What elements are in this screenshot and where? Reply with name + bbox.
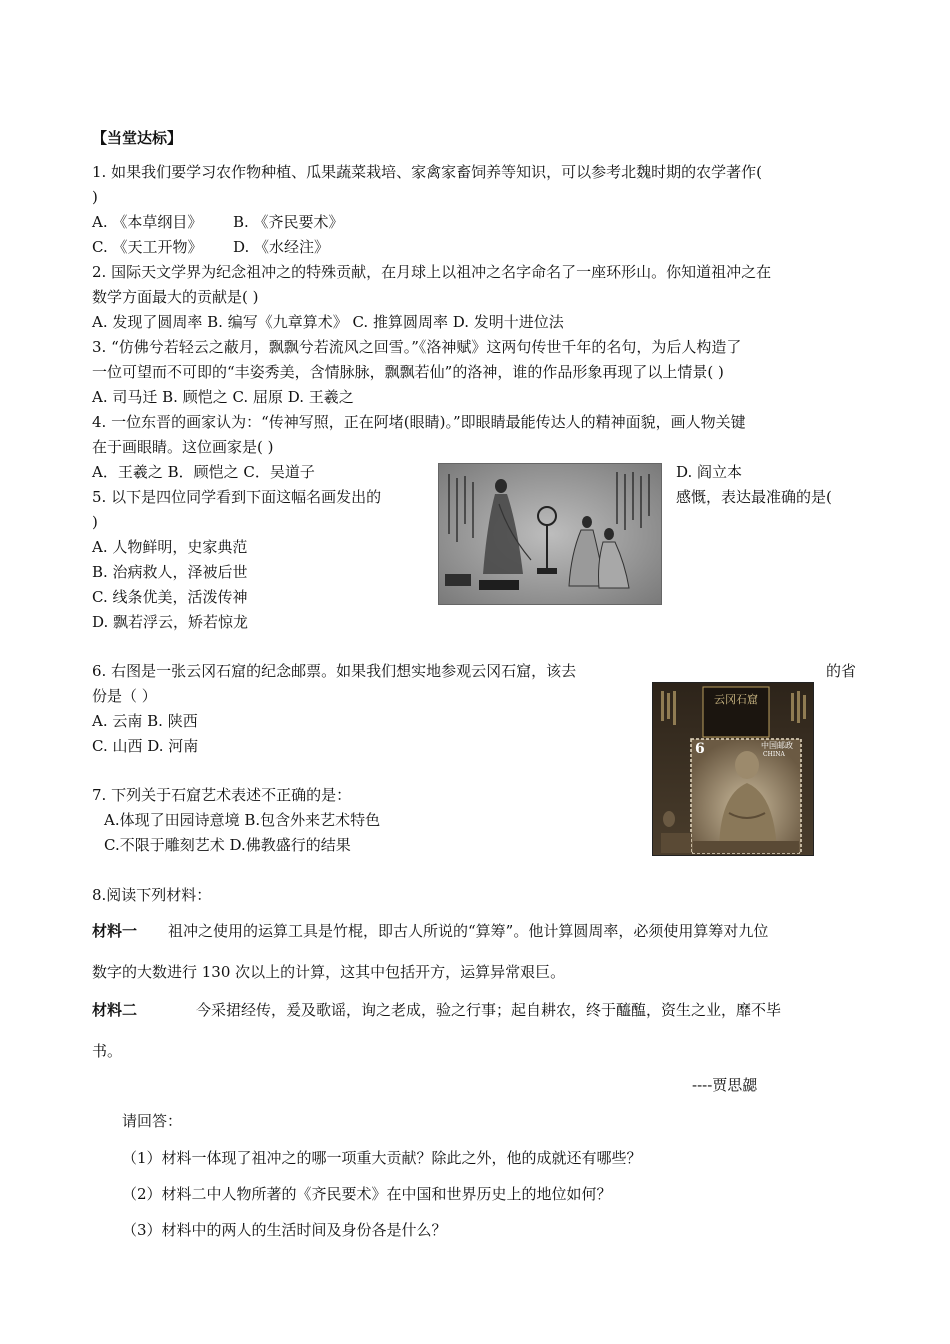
q5-option-d: D. 飘若浮云，矫若惊龙 [92, 613, 249, 631]
q2-stem-line1: 2. 国际天文学界为纪念祖冲之的特殊贡献，在月球上以祖冲之名字命名了一座环形山。你知道祖冲之在 [92, 263, 772, 281]
sub-question-2: （2）材料二中人物所著的《齐民要术》在中国和世界历史上的地位如何？ [122, 1185, 612, 1203]
material-one-line2: 数字的大数进行 130 次以上的计算，这其中包括开方，运算异常艰巨。 [92, 963, 566, 981]
q1-stem-line2: ) [92, 188, 98, 206]
q1-option-c: C. 《天工开物》 [92, 238, 203, 256]
q5-stem-line1: 5. 以下是四位同学看到下面这幅名画发出的 [92, 488, 382, 506]
material-two-label: 材料二 [92, 1001, 138, 1019]
q4-option-d: D. 阎立本 [676, 463, 743, 481]
q3-stem-line1: 3. “仿佛兮若轻云之蔽月，飘飘兮若流风之回雪。”《洛神赋》这两句传世千年的名句，为后人构造了 [92, 338, 742, 356]
answer-prompt: 请回答： [122, 1112, 183, 1130]
q5-option-b: B. 治病救人，泽被后世 [92, 563, 248, 581]
q5-option-c: C. 线条优美，活泼传神 [92, 588, 248, 606]
stamp-issuer: 中国邮政 [761, 741, 793, 750]
q4-stem-line1: 4. 一位东晋的画家认为：“传神写照，正在阿堵(眼睛)。”即眼睛最能传达人的精神面貌，画人物关键 [92, 413, 746, 431]
stamp-issuer-en: CHINA [763, 751, 785, 758]
material-one-label: 材料一 [92, 922, 138, 940]
material-two-source: ----贾思勰 [692, 1076, 758, 1094]
q5-stem-line2: ) [92, 513, 98, 531]
q3-options: A. 司马迁 B. 顾恺之 C. 屈原 D. 王羲之 [92, 388, 354, 406]
material-one-line1: 祖冲之使用的运算工具是竹棍，即古人所说的“算筹”。他计算圆周率，必须使用算筹对九位 [168, 922, 769, 940]
q5-option-a: A. 人物鲜明，史家典范 [92, 538, 248, 556]
q4-options-abc: A．王羲之 B．顾恺之 C．吴道子 [92, 463, 315, 481]
painting-illustration [439, 464, 661, 604]
material-two-line1: 今采捃经传，爰及歌谣，询之老成，验之行事；起自耕农，终于醯醢，资生之业，靡不毕 [196, 1001, 782, 1019]
q1-option-b: B. 《齐民要术》 [233, 213, 344, 231]
q8-intro: 8.阅读下列材料： [92, 886, 212, 904]
stamp-illustration [653, 683, 813, 855]
q6-stem-line1-cont: 的省 [826, 662, 857, 680]
q7-options-ab: A.体现了田园诗意境 B.包含外来艺术特色 [104, 811, 381, 829]
q2-options: A. 发现了圆周率 B. 编写《九章算术》 C. 推算圆周率 D. 发明十进位法 [92, 313, 564, 331]
q2-stem-line2: 数学方面最大的贡献是( ) [92, 288, 259, 306]
q1-stem-line1: 1. 如果我们要学习农作物种植、瓜果蔬菜栽培、家禽家畜饲养等知识，可以参考北魏时期的农学著作( [92, 163, 762, 181]
q1-option-d: D. 《水经注》 [233, 238, 330, 256]
q6-stem-line1: 6. 右图是一张云冈石窟的纪念邮票。如果我们想实地参观云冈石窟，该去 [92, 662, 577, 680]
material-two-line2: 书。 [92, 1042, 123, 1060]
stamp-denomination: 6 [695, 741, 705, 757]
q3-stem-line2: 一位可望而不可即的“丰姿秀美，含情脉脉，飘飘若仙”的洛神，谁的作品形象再现了以上情景( ) [92, 363, 724, 381]
stamp-title: 云冈石窟 [714, 693, 758, 706]
q1-option-a: A. 《本草纲目》 [92, 213, 203, 231]
yungang-stamp-image [652, 682, 814, 856]
q4-stem-line2: 在于画眼睛。这位画家是( ) [92, 438, 274, 456]
q6-stem-line2: 份是（ ） [92, 687, 157, 705]
q7-stem: 7. 下列关于石窟艺术表述不正确的是： [92, 786, 352, 804]
q5-stem-line1-cont: 感慨，表达最准确的是( [676, 488, 832, 506]
q6-options-cd: C. 山西 D. 河南 [92, 737, 199, 755]
section-title: 【当堂达标】 [92, 129, 183, 147]
q7-options-cd: C.不限于雕刻艺术 D.佛教盛行的结果 [104, 836, 351, 854]
q6-options-ab: A. 云南 B. 陕西 [92, 712, 198, 730]
sub-question-3: （3）材料中的两人的生活时间及身份各是什么？ [122, 1221, 447, 1239]
sub-question-1: （1）材料一体现了祖冲之的哪一项重大贡献？除此之外，他的成就还有哪些？ [122, 1149, 642, 1167]
painting-image [438, 463, 662, 605]
